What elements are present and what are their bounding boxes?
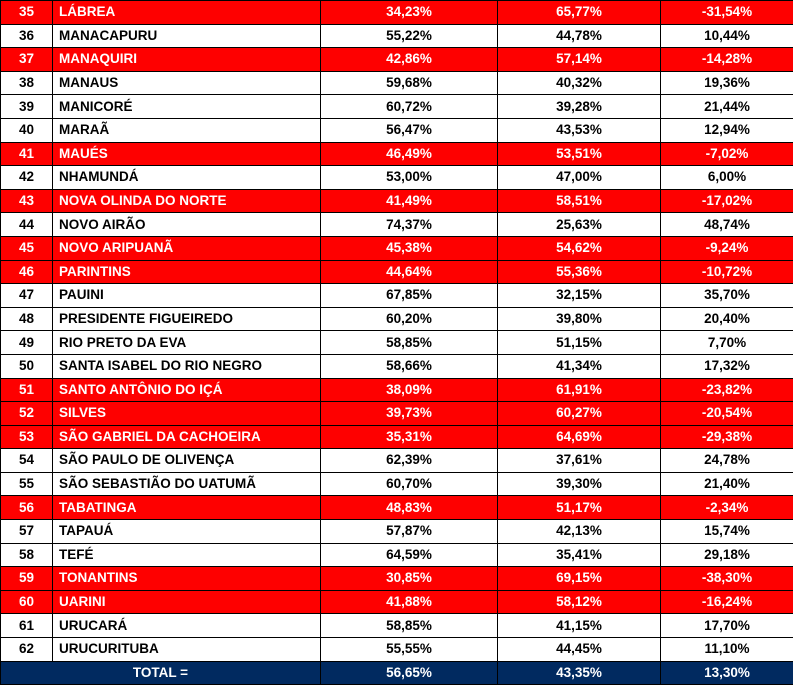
difference-cell: 21,40% — [661, 472, 793, 496]
municipality-name-cell: SÃO SEBASTIÃO DO UATUMÃ — [53, 472, 321, 496]
municipality-name-cell: NOVA OLINDA DO NORTE — [53, 189, 321, 213]
difference-cell: -17,02% — [661, 189, 793, 213]
municipality-name-cell: NHAMUNDÁ — [53, 166, 321, 190]
percent-b-cell: 47,00% — [498, 166, 661, 190]
table-row — [1, 142, 793, 166]
table-row — [1, 1, 793, 25]
municipality-name-cell: URUCURITUBA — [53, 638, 321, 662]
percent-b-cell: 39,28% — [498, 95, 661, 119]
municipality-name-cell: TONANTINS — [53, 567, 321, 591]
row-index-cell: 40 — [1, 118, 53, 142]
table-row — [1, 331, 793, 355]
row-index-cell: 36 — [1, 24, 53, 48]
table-row — [1, 567, 793, 591]
table-body — [1, 1, 793, 685]
municipality-name-cell: SÃO GABRIEL DA CACHOEIRA — [53, 425, 321, 449]
municipality-name-cell: NOVO ARIPUANÃ — [53, 236, 321, 260]
percent-b-cell: 39,80% — [498, 307, 661, 331]
table-row — [1, 449, 793, 473]
percent-a-cell: 53,00% — [321, 166, 498, 190]
row-index-cell: 49 — [1, 331, 53, 355]
row-index-cell: 48 — [1, 307, 53, 331]
row-index-cell: 55 — [1, 472, 53, 496]
municipality-name-cell: SÃO PAULO DE OLIVENÇA — [53, 449, 321, 473]
municipality-name-cell: TEFÉ — [53, 543, 321, 567]
difference-cell: -2,34% — [661, 496, 793, 520]
percent-b-cell: 35,41% — [498, 543, 661, 567]
row-index-cell: 39 — [1, 95, 53, 119]
municipality-name-cell: MANAUS — [53, 71, 321, 95]
row-index-cell: 61 — [1, 614, 53, 638]
percent-a-cell: 35,31% — [321, 425, 498, 449]
difference-cell: -29,38% — [661, 425, 793, 449]
table-row — [1, 590, 793, 614]
percent-b-cell: 41,15% — [498, 614, 661, 638]
percent-a-cell: 41,49% — [321, 189, 498, 213]
municipality-name-cell: PAUINI — [53, 284, 321, 308]
total-row — [1, 661, 793, 685]
table-row — [1, 425, 793, 449]
table-row — [1, 378, 793, 402]
percent-a-cell: 67,85% — [321, 284, 498, 308]
row-index-cell: 43 — [1, 189, 53, 213]
row-index-cell: 60 — [1, 590, 53, 614]
difference-cell: -31,54% — [661, 1, 793, 25]
difference-cell: 17,32% — [661, 354, 793, 378]
difference-cell: 6,00% — [661, 166, 793, 190]
percent-a-cell: 62,39% — [321, 449, 498, 473]
table-row — [1, 520, 793, 544]
row-index-cell: 53 — [1, 425, 53, 449]
total-difference: 13,30% — [661, 661, 793, 685]
difference-cell: 35,70% — [661, 284, 793, 308]
table-row — [1, 24, 793, 48]
municipality-name-cell: SANTA ISABEL DO RIO NEGRO — [53, 354, 321, 378]
table-row — [1, 260, 793, 284]
table-row — [1, 472, 793, 496]
difference-cell: 7,70% — [661, 331, 793, 355]
municipality-name-cell: MANICORÉ — [53, 95, 321, 119]
municipality-name-cell: PRESIDENTE FIGUEIREDO — [53, 307, 321, 331]
municipality-name-cell: UARINI — [53, 590, 321, 614]
percent-a-cell: 58,85% — [321, 614, 498, 638]
municipality-name-cell: MAUÉS — [53, 142, 321, 166]
row-index-cell: 59 — [1, 567, 53, 591]
difference-cell: 19,36% — [661, 71, 793, 95]
percent-b-cell: 41,34% — [498, 354, 661, 378]
table-row — [1, 402, 793, 426]
table-row — [1, 236, 793, 260]
percent-b-cell: 37,61% — [498, 449, 661, 473]
difference-cell: -9,24% — [661, 236, 793, 260]
table-row — [1, 496, 793, 520]
percent-b-cell: 58,12% — [498, 590, 661, 614]
table-row — [1, 354, 793, 378]
table-row — [1, 48, 793, 72]
percent-a-cell: 41,88% — [321, 590, 498, 614]
percent-b-cell: 60,27% — [498, 402, 661, 426]
table-row — [1, 307, 793, 331]
municipality-name-cell: URUCARÁ — [53, 614, 321, 638]
percent-b-cell: 69,15% — [498, 567, 661, 591]
percent-b-cell: 40,32% — [498, 71, 661, 95]
percent-a-cell: 39,73% — [321, 402, 498, 426]
percent-b-cell: 58,51% — [498, 189, 661, 213]
table-row — [1, 614, 793, 638]
difference-cell: 48,74% — [661, 213, 793, 237]
difference-cell: 10,44% — [661, 24, 793, 48]
percent-b-cell: 61,91% — [498, 378, 661, 402]
difference-cell: -23,82% — [661, 378, 793, 402]
percent-b-cell: 54,62% — [498, 236, 661, 260]
row-index-cell: 46 — [1, 260, 53, 284]
row-index-cell: 58 — [1, 543, 53, 567]
table-row — [1, 213, 793, 237]
table-row — [1, 543, 793, 567]
percent-a-cell: 42,86% — [321, 48, 498, 72]
percent-b-cell: 42,13% — [498, 520, 661, 544]
row-index-cell: 44 — [1, 213, 53, 237]
row-index-cell: 57 — [1, 520, 53, 544]
percent-b-cell: 65,77% — [498, 1, 661, 25]
difference-cell: 12,94% — [661, 118, 793, 142]
table-row — [1, 95, 793, 119]
municipality-name-cell: NOVO AIRÃO — [53, 213, 321, 237]
row-index-cell: 42 — [1, 166, 53, 190]
municipality-name-cell: SILVES — [53, 402, 321, 426]
table-row — [1, 118, 793, 142]
municipality-name-cell: MANAQUIRI — [53, 48, 321, 72]
municipality-name-cell: MARAÃ — [53, 118, 321, 142]
difference-cell: 17,70% — [661, 614, 793, 638]
percent-a-cell: 38,09% — [321, 378, 498, 402]
percent-b-cell: 55,36% — [498, 260, 661, 284]
percent-a-cell: 34,23% — [321, 1, 498, 25]
difference-cell: 20,40% — [661, 307, 793, 331]
difference-cell: 29,18% — [661, 543, 793, 567]
percent-a-cell: 30,85% — [321, 567, 498, 591]
row-index-cell: 37 — [1, 48, 53, 72]
percent-a-cell: 48,83% — [321, 496, 498, 520]
percent-a-cell: 55,22% — [321, 24, 498, 48]
percent-a-cell: 57,87% — [321, 520, 498, 544]
difference-cell: -16,24% — [661, 590, 793, 614]
table-row — [1, 71, 793, 95]
municipality-name-cell: SANTO ANTÔNIO DO IÇÁ — [53, 378, 321, 402]
difference-cell: -38,30% — [661, 567, 793, 591]
row-index-cell: 54 — [1, 449, 53, 473]
row-index-cell: 35 — [1, 1, 53, 25]
row-index-cell: 51 — [1, 378, 53, 402]
total-label: TOTAL = — [1, 661, 321, 685]
percent-a-cell: 64,59% — [321, 543, 498, 567]
table-row — [1, 638, 793, 662]
percent-b-cell: 51,15% — [498, 331, 661, 355]
difference-cell: 15,74% — [661, 520, 793, 544]
row-index-cell: 62 — [1, 638, 53, 662]
difference-cell: -10,72% — [661, 260, 793, 284]
percent-b-cell: 25,63% — [498, 213, 661, 237]
total-percent-b: 43,35% — [498, 661, 661, 685]
row-index-cell: 56 — [1, 496, 53, 520]
percent-a-cell: 56,47% — [321, 118, 498, 142]
table-row — [1, 284, 793, 308]
percent-b-cell: 64,69% — [498, 425, 661, 449]
table-row — [1, 189, 793, 213]
municipality-name-cell: RIO PRETO DA EVA — [53, 331, 321, 355]
percent-b-cell: 57,14% — [498, 48, 661, 72]
percent-b-cell: 53,51% — [498, 142, 661, 166]
difference-cell: 24,78% — [661, 449, 793, 473]
row-index-cell: 45 — [1, 236, 53, 260]
percent-a-cell: 60,72% — [321, 95, 498, 119]
municipality-name-cell: LÁBREA — [53, 1, 321, 25]
percent-a-cell: 45,38% — [321, 236, 498, 260]
percent-b-cell: 32,15% — [498, 284, 661, 308]
difference-cell: -14,28% — [661, 48, 793, 72]
percent-a-cell: 74,37% — [321, 213, 498, 237]
municipality-name-cell: MANACAPURU — [53, 24, 321, 48]
row-index-cell: 52 — [1, 402, 53, 426]
municipality-name-cell: PARINTINS — [53, 260, 321, 284]
difference-cell: 21,44% — [661, 95, 793, 119]
percent-a-cell: 46,49% — [321, 142, 498, 166]
percent-a-cell: 44,64% — [321, 260, 498, 284]
percent-b-cell: 44,78% — [498, 24, 661, 48]
percent-b-cell: 43,53% — [498, 118, 661, 142]
percent-a-cell: 58,85% — [321, 331, 498, 355]
percent-b-cell: 51,17% — [498, 496, 661, 520]
difference-cell: 11,10% — [661, 638, 793, 662]
percent-a-cell: 58,66% — [321, 354, 498, 378]
percent-a-cell: 60,70% — [321, 472, 498, 496]
row-index-cell: 47 — [1, 284, 53, 308]
row-index-cell: 38 — [1, 71, 53, 95]
total-percent-a: 56,65% — [321, 661, 498, 685]
municipality-name-cell: TAPAUÁ — [53, 520, 321, 544]
percent-b-cell: 39,30% — [498, 472, 661, 496]
municipality-name-cell: TABATINGA — [53, 496, 321, 520]
percent-a-cell: 60,20% — [321, 307, 498, 331]
table-row — [1, 166, 793, 190]
percent-a-cell: 59,68% — [321, 71, 498, 95]
difference-cell: -7,02% — [661, 142, 793, 166]
row-index-cell: 50 — [1, 354, 53, 378]
row-index-cell: 41 — [1, 142, 53, 166]
percent-a-cell: 55,55% — [321, 638, 498, 662]
difference-cell: -20,54% — [661, 402, 793, 426]
percent-b-cell: 44,45% — [498, 638, 661, 662]
